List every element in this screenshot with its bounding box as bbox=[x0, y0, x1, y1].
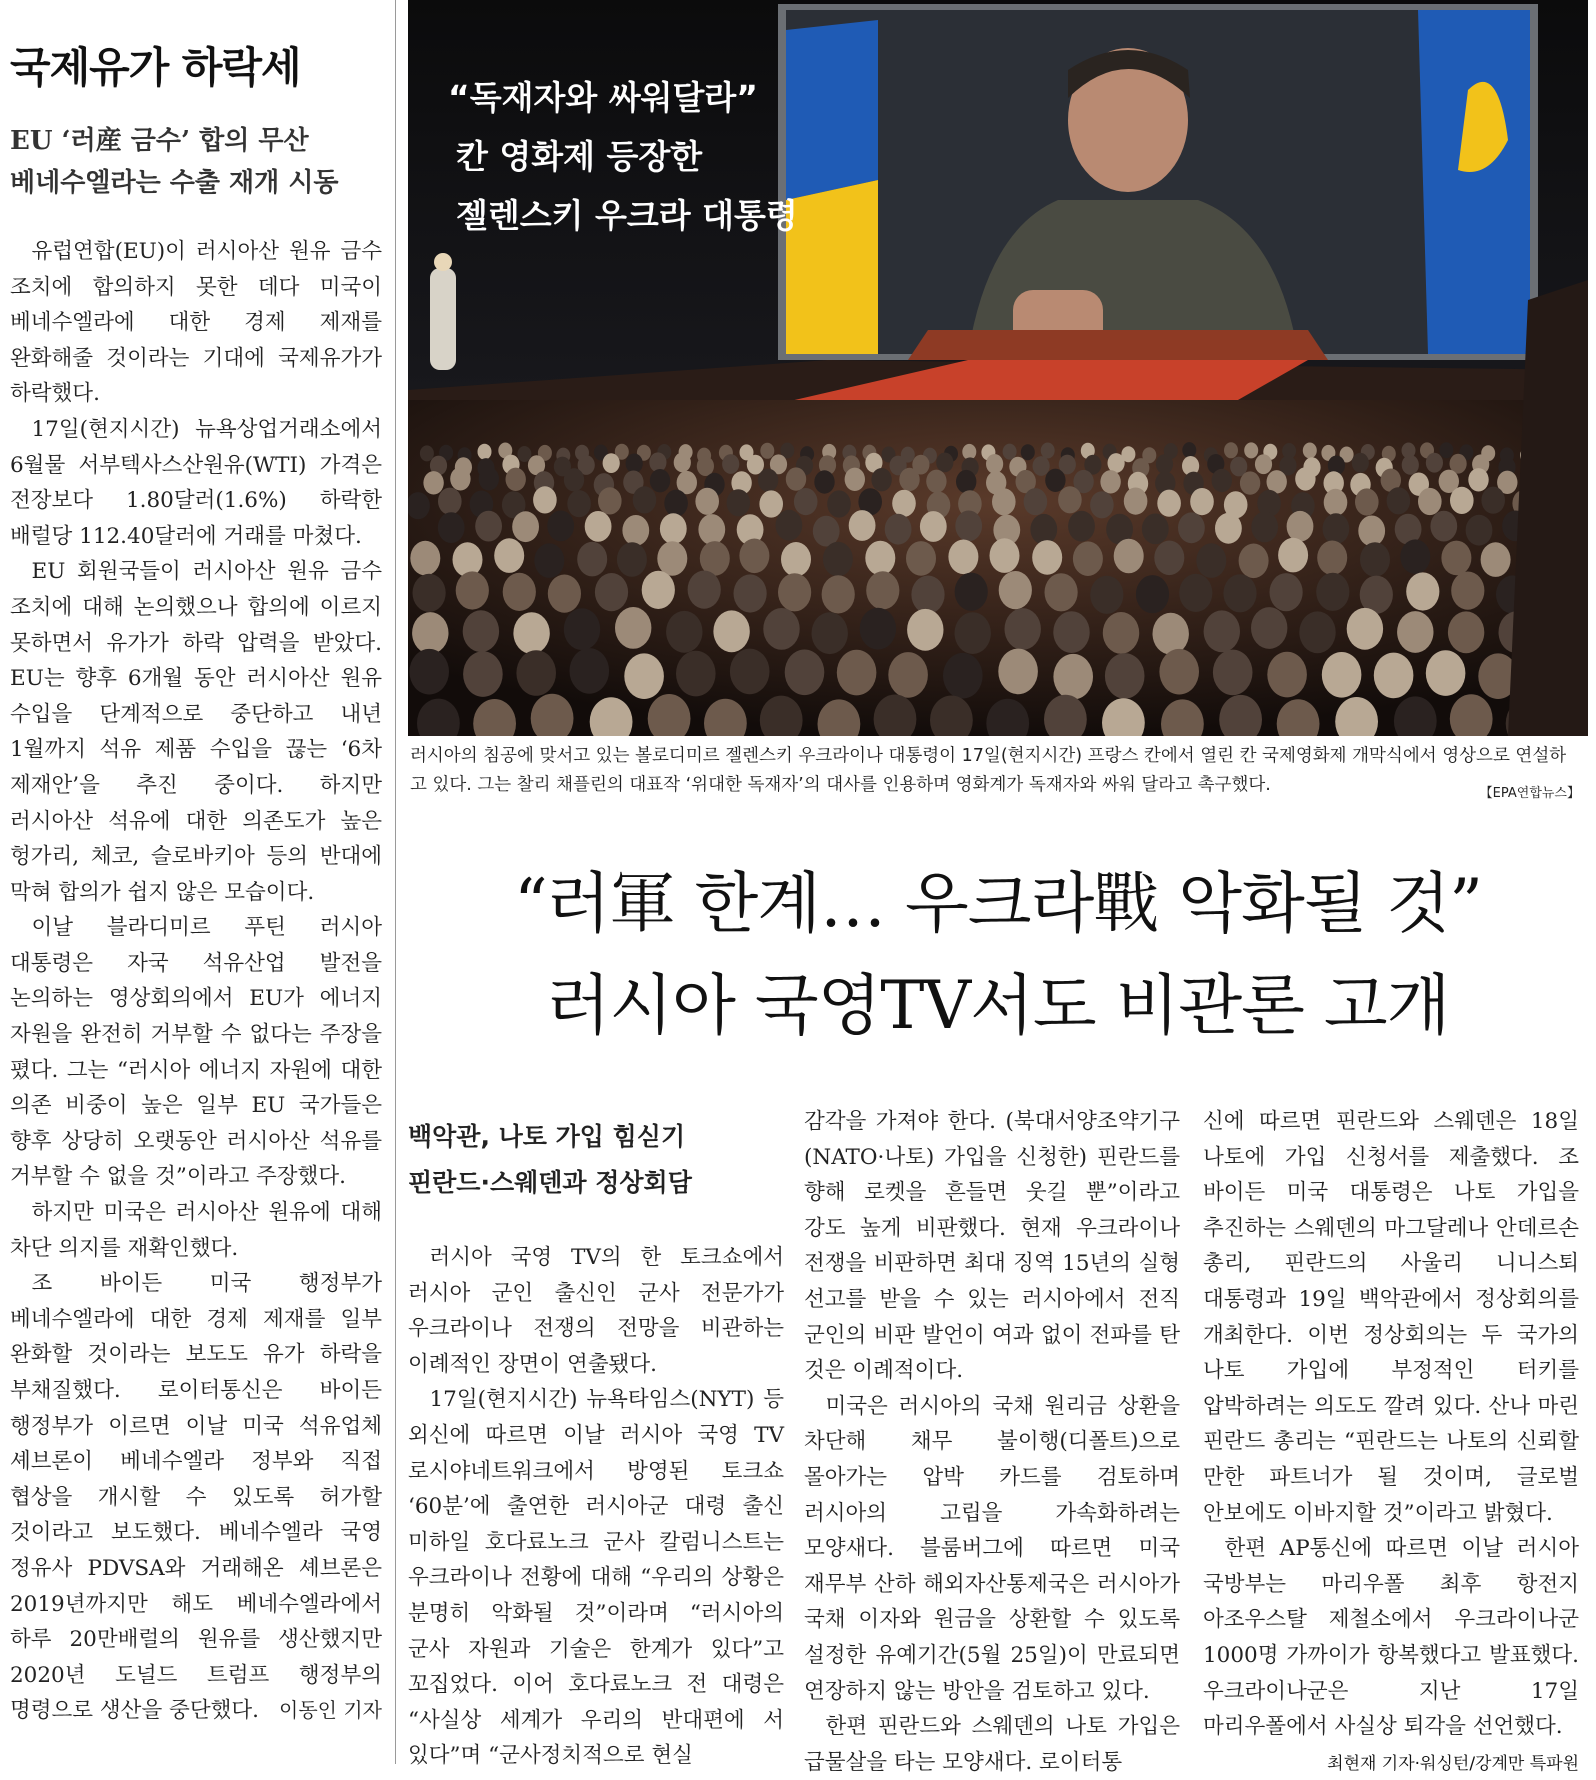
audience-head bbox=[813, 516, 840, 547]
audience-head bbox=[1466, 515, 1493, 546]
audience-head bbox=[1153, 613, 1189, 655]
main-column-2 bbox=[804, 1104, 1180, 1780]
audience-head bbox=[1142, 514, 1169, 545]
audience-head bbox=[1068, 511, 1095, 542]
audience-head bbox=[1316, 573, 1349, 611]
audience-head bbox=[1159, 649, 1199, 695]
audience-head bbox=[948, 540, 978, 575]
audience-head bbox=[598, 487, 622, 514]
audience-head bbox=[1287, 511, 1314, 542]
audience-head bbox=[1030, 514, 1057, 545]
photo-quote bbox=[448, 68, 798, 245]
audience-head bbox=[763, 608, 799, 650]
audience-head bbox=[778, 573, 811, 611]
audience-head bbox=[564, 468, 584, 491]
audience-head bbox=[827, 490, 851, 517]
audience-head bbox=[1355, 488, 1379, 515]
left-paragraph-6: 조 바이든 미국 행정부가 베네수엘라에 대한 경제 제재를 일부 완화할 것이라는 보도도 유가 하락을 부채질했다. 로이터통신은 바이든 행정부가 이르면 이날 미국 석유업체 셰브론이 베네수엘라 정부와 직접 협상을 개시할 수 있도록 허가할 것이라고 보도했다. 베네수엘라 국영 정유사 PDVSA와 거래해온 셰브론은 2019년까지만 해도 베네수엘라에서 하루 20만배럴의 원유를 생산했지만 2020년 도널드 트럼프 행정부의 명령으로 생산을 중단했다. bbox=[10, 1271, 382, 1724]
audience-head bbox=[1267, 652, 1307, 698]
audience-head bbox=[1430, 511, 1457, 542]
audience-head bbox=[413, 574, 446, 612]
audience-head bbox=[506, 468, 526, 491]
left-headline: 국제유가 하락세 bbox=[10, 43, 301, 92]
audience-head bbox=[1402, 455, 1419, 475]
audience-head bbox=[615, 607, 651, 649]
main-subhead-line-2: 핀란드·스웨덴과 정상회담 bbox=[408, 1168, 692, 1197]
photo-quote-line-3: 젤렌스키 우크라 대통령 bbox=[456, 196, 798, 235]
audience-head bbox=[814, 470, 834, 493]
audience-head bbox=[1387, 487, 1411, 514]
audience-head bbox=[759, 490, 783, 517]
main-byline: 최현재 기자·워싱턴/강계만 특파원 bbox=[1327, 1753, 1579, 1774]
audience-head bbox=[548, 575, 581, 613]
audience-head bbox=[849, 510, 876, 541]
audience-head bbox=[1154, 541, 1184, 576]
left-article bbox=[10, 42, 382, 1729]
audience-head bbox=[760, 443, 774, 459]
audience-head bbox=[412, 612, 448, 654]
video-screen bbox=[778, 4, 1538, 360]
audience-head bbox=[860, 608, 896, 650]
main-subheadline bbox=[408, 1114, 784, 1206]
audience-head bbox=[1244, 442, 1258, 458]
audience-head bbox=[727, 489, 751, 516]
audience-head bbox=[516, 650, 556, 696]
audience-head bbox=[1041, 443, 1055, 459]
audience-head bbox=[547, 511, 574, 542]
audience-head bbox=[1058, 486, 1082, 513]
left-paragraph-1: 유럽연합(EU)이 러시아산 원유 금수 조치에 합의하지 못한 데다 미국이 베네수엘라에 대한 경제 제재를 완화해줄 것이라는 기대에 국제유가가 하락했다. bbox=[10, 239, 382, 407]
audience-head bbox=[1400, 539, 1430, 574]
audience-head bbox=[1278, 538, 1308, 573]
audience-head bbox=[453, 542, 483, 577]
audience-head bbox=[676, 651, 716, 697]
caption-text: 러시아의 침공에 맞서고 있는 볼로디미르 젤렌스키 우크라이나 대통령이 17일(현지시간) 프랑스 칸에서 열린 칸 국제영화제 개막식에서 영상으로 연설하고 있다. 그는 찰리 채플린의 대표작 ‘위대한 독재자’의 대사를 인용하며 영화계가 독재자와 싸워 달라고 촉구했다. bbox=[410, 746, 1567, 795]
audience-head bbox=[999, 571, 1032, 609]
main-subhead-line-1: 백악관, 나토 가입 힘싣기 bbox=[408, 1122, 686, 1151]
audience-head bbox=[1045, 469, 1065, 492]
main-column-3 bbox=[1203, 1104, 1579, 1774]
audience-head bbox=[986, 454, 1003, 474]
audience-head bbox=[1270, 573, 1303, 611]
audience-head bbox=[1114, 539, 1144, 574]
audience-head bbox=[697, 456, 714, 476]
audience-head bbox=[936, 453, 953, 473]
audience-head bbox=[438, 488, 462, 515]
audience-head bbox=[1323, 513, 1350, 544]
speaker-figure bbox=[430, 268, 456, 370]
audience-head bbox=[955, 612, 991, 654]
audience-head bbox=[1157, 490, 1181, 517]
audience-head bbox=[1005, 608, 1041, 650]
audience-head bbox=[463, 651, 503, 697]
audience-head bbox=[622, 515, 649, 546]
audience-head bbox=[865, 541, 895, 576]
main-col3-paragraph-1: 신에 따르면 핀란드와 스웨덴은 18일 나토에 가입 신청서를 제출했다. 조 바이든 미국 대통령은 나토 가입을 추진하는 스웨덴의 마그달레나 안데르손 총리, 핀란드의 사울리 니니스퇴 대통령과 19일 백악관에서 정상회의를 개최한다. 이번 정상회의는 두 국가의 나토 가입에 부정적인 터키를 압박하려는 의도도 깔려 있다. 산나 마린 핀란드 총리는 “핀란드는 나토의 신뢰할 만한 파트너가 될 것이며, 글로벌 안보에도 이바지할 것”이라고 밝혔다. bbox=[1203, 1109, 1579, 1526]
audience-head bbox=[1240, 471, 1260, 494]
audience-head bbox=[1100, 470, 1120, 493]
audience-head bbox=[1021, 444, 1035, 460]
audience-head bbox=[955, 511, 982, 542]
main-column-3-body bbox=[1203, 1104, 1579, 1745]
audience-head bbox=[739, 539, 769, 574]
audience-head bbox=[906, 541, 936, 576]
audience-head bbox=[812, 612, 848, 654]
audience-head bbox=[730, 649, 770, 695]
audience-head bbox=[626, 454, 643, 474]
audience-head bbox=[1322, 652, 1362, 698]
left-byline: 이동인 기자 bbox=[271, 1693, 382, 1729]
main-col3-paragraph-2: 한편 AP통신에 따르면 이날 러시아 국방부는 마리우폴 최후 항전지 아조우스탈 제철소에서 우크라이나군 1000명 가까이가 항복했다고 발표했다. 우크라이나군은 지난 17일 마리우폴에서 사실상 퇴각을 선언했다. bbox=[1203, 1536, 1579, 1740]
audience-head bbox=[409, 649, 449, 695]
audience-head bbox=[695, 488, 719, 515]
audience-head bbox=[1105, 653, 1145, 699]
main-col1-paragraph-1: 러시아 국영 TV의 한 토크쇼에서 러시아 군인 출신인 군사 전문가가 우크라이나 전쟁의 전망을 비관하는 이례적인 장면이 연출됐다. bbox=[408, 1245, 784, 1377]
audience-head bbox=[1352, 453, 1369, 473]
audience-head bbox=[513, 612, 549, 654]
audience-head bbox=[1406, 572, 1439, 610]
audience-head bbox=[410, 541, 440, 576]
left-paragraph-5: 하지만 미국은 러시아산 원유에 대해 차단 의지를 재확인했다. bbox=[10, 1200, 382, 1261]
audience-head bbox=[1448, 611, 1484, 653]
audience-head bbox=[1397, 611, 1433, 653]
audience-head bbox=[1481, 487, 1505, 514]
audience-head bbox=[955, 573, 988, 611]
audience-head bbox=[794, 488, 818, 515]
audience-head bbox=[1450, 487, 1474, 514]
audience-head bbox=[595, 573, 628, 611]
audience-head bbox=[1299, 611, 1335, 653]
audience-head bbox=[926, 470, 946, 493]
audience-head bbox=[585, 511, 612, 542]
audience-head bbox=[776, 510, 803, 541]
audience-head bbox=[1178, 512, 1205, 543]
audience-head bbox=[564, 608, 600, 650]
audience-head bbox=[1451, 572, 1484, 610]
audience-head bbox=[420, 445, 434, 461]
audience-head bbox=[1481, 542, 1511, 577]
audience-head bbox=[1156, 454, 1173, 474]
photo-quote-line-2: 칸 영화제 등장한 bbox=[456, 137, 703, 176]
audience-head bbox=[664, 490, 688, 517]
audience-head bbox=[423, 471, 443, 494]
audience-head bbox=[512, 511, 539, 542]
main-column-2-body bbox=[804, 1104, 1180, 1780]
audience-head bbox=[888, 652, 928, 698]
audience-head bbox=[722, 454, 739, 474]
audience-head bbox=[478, 444, 492, 460]
audience-head bbox=[920, 511, 947, 542]
photo-quote-line-1: “독재자와 싸워달라” bbox=[448, 78, 758, 117]
main-headline-line-2: 러시아 국영TV서도 비관론 고개 bbox=[546, 967, 1450, 1044]
audience-head bbox=[1024, 488, 1048, 515]
audience-head bbox=[1239, 544, 1269, 579]
audience-head bbox=[899, 468, 919, 491]
audience-head bbox=[1053, 654, 1093, 700]
main-headline-line-1: “러軍 한계… 우크라戰 악화될 것” bbox=[514, 865, 1482, 942]
audience-head bbox=[450, 467, 470, 490]
audience-head bbox=[1179, 574, 1212, 612]
audience-head bbox=[479, 467, 499, 490]
audience-head bbox=[1032, 540, 1062, 575]
audience-head bbox=[567, 490, 591, 517]
audience-head bbox=[657, 541, 687, 576]
audience-head bbox=[633, 486, 657, 513]
audience-head bbox=[570, 648, 610, 694]
audience-head bbox=[438, 512, 465, 543]
audience-head bbox=[1374, 653, 1414, 699]
audience-head bbox=[1324, 489, 1348, 516]
audience-head bbox=[871, 468, 891, 491]
audience-head bbox=[907, 609, 943, 651]
main-column-1-body bbox=[408, 1240, 784, 1774]
photo-caption bbox=[410, 742, 1580, 808]
audience-head bbox=[713, 610, 749, 652]
audience-head bbox=[785, 650, 825, 696]
audience-head bbox=[1103, 612, 1139, 654]
left-subhead-line-2: 베네수엘라는 수출 재개 시동 bbox=[10, 168, 339, 198]
audience-head bbox=[1124, 488, 1148, 515]
audience-head bbox=[503, 573, 536, 611]
audience-head bbox=[1212, 469, 1232, 492]
main-col2-paragraph-2: 미국은 러시아의 국채 원리금 상환을 차단해 채무 불이행(디폴트)으로 몰아가는 압박 카드를 검토하며 러시아의 고립을 가속화하려는 모양새다. 블룸버그에 따르면 미국 재무부 산하 해외자산통제국은 러시아가 국채 이자와 원금을 상환할 수 있도록 설정한 유예기간(5월 25일)이 만료되면 연장하지 않는 방안을 검토하고 있다. bbox=[804, 1393, 1180, 1704]
audience-head bbox=[650, 469, 670, 492]
audience-head bbox=[734, 574, 767, 612]
audience-head bbox=[758, 469, 778, 492]
audience-head bbox=[943, 653, 983, 699]
left-paragraph-2: 17일(현지시간) 뉴욕상업거래소에서 6월물 서부텍사스산원유(WTI) 가격은 전장보다 1.80달러(1.6%) 하락한 배럴당 112.40달러에 거래를 마쳤다. bbox=[10, 416, 382, 549]
main-col1-paragraph-2: 17일(현지시간) 뉴욕타임스(NYT) 등 외신에 따르면 이날 러시아 국영 TV 로시야네트워크에서 방영된 토크쇼 ‘60분’에 출연한 러시아군 대령 출신 미하일 호다료노크 군사 칼럼니스트는 우크라이나 전황에 대해 “우리의 상황은 분명히 악화될 것”이라며 “러시아의 군사 자원과 기술은 한계가 있다”고 꼬집었다. 이어 호다료노크 전 대령은 “사실상 세계가 우리의 반대편에 서 있다”며 “군사정치적으로 현실 bbox=[408, 1387, 784, 1769]
audience-head bbox=[1360, 542, 1390, 577]
audience-head bbox=[475, 511, 502, 542]
audience-head bbox=[1213, 650, 1253, 696]
audience-head bbox=[1045, 573, 1078, 611]
audience-head bbox=[1468, 468, 1488, 491]
audience-head bbox=[1073, 541, 1103, 576]
audience-head bbox=[494, 538, 524, 573]
audience-head bbox=[1190, 488, 1214, 515]
audience-head bbox=[463, 610, 499, 652]
main-column-1 bbox=[408, 1104, 784, 1774]
audience-head bbox=[1317, 541, 1347, 576]
audience-head bbox=[786, 467, 806, 490]
photo-credit: 【EPA연합뉴스】 bbox=[1479, 786, 1580, 801]
audience-head bbox=[1223, 574, 1256, 612]
audience-head bbox=[674, 453, 691, 473]
audience-head bbox=[1224, 442, 1238, 458]
audience-head bbox=[1426, 453, 1443, 473]
audience-head bbox=[990, 538, 1020, 573]
audience-head bbox=[956, 470, 976, 493]
audience-head bbox=[885, 514, 912, 545]
news-photo bbox=[408, 0, 1588, 736]
audience-head bbox=[1033, 456, 1050, 476]
audience-head bbox=[1090, 491, 1114, 518]
audience-head bbox=[1204, 610, 1240, 652]
audience-head bbox=[837, 650, 877, 696]
audience-head bbox=[666, 611, 702, 653]
main-col2-paragraph-3: 한편 핀란드와 스웨덴의 나토 가입은 급물살을 타는 모양새다. 로이터통 bbox=[804, 1714, 1180, 1775]
audience-head bbox=[456, 571, 489, 609]
audience-head bbox=[992, 488, 1016, 515]
audience-head bbox=[1053, 611, 1089, 653]
audience-head bbox=[781, 542, 811, 577]
audience-head bbox=[1251, 607, 1287, 649]
audience-head bbox=[822, 575, 855, 613]
audience-head bbox=[517, 446, 531, 462]
audience-head bbox=[1108, 453, 1125, 473]
left-subhead-line-1: EU ‘러産 금수’ 합의 무산 bbox=[10, 126, 309, 156]
audience-head bbox=[534, 543, 564, 578]
left-subheadline bbox=[10, 120, 382, 204]
audience-head bbox=[624, 653, 664, 699]
audience-head bbox=[1196, 543, 1226, 578]
audience-head bbox=[660, 513, 687, 544]
audience-head bbox=[1215, 513, 1242, 544]
audience-head bbox=[1090, 576, 1123, 614]
audience-head bbox=[1347, 608, 1383, 650]
audience-head bbox=[1358, 516, 1385, 547]
audience-head bbox=[1295, 467, 1315, 490]
audience-head bbox=[1003, 444, 1017, 460]
audience-head bbox=[649, 452, 666, 472]
left-article-body bbox=[10, 234, 382, 1729]
audience-head bbox=[698, 514, 725, 545]
audience-head bbox=[892, 490, 916, 517]
audience-head bbox=[845, 468, 865, 491]
audience-head bbox=[603, 453, 620, 473]
audience-head bbox=[1303, 443, 1317, 459]
audience-head bbox=[1439, 442, 1453, 458]
audience-head bbox=[1182, 442, 1196, 458]
audience-head bbox=[1426, 650, 1466, 696]
audience-head bbox=[1255, 454, 1272, 474]
audience-head bbox=[911, 576, 944, 614]
audience-head bbox=[866, 571, 899, 609]
audience-head bbox=[577, 542, 607, 577]
audience-head bbox=[823, 542, 853, 577]
audience-head bbox=[998, 649, 1038, 695]
audience-head bbox=[1441, 541, 1471, 576]
audience-head bbox=[1136, 575, 1169, 613]
column-rule bbox=[395, 0, 396, 1764]
audience-head bbox=[688, 571, 721, 609]
left-paragraph-4: 이날 블라디미르 푸틴 러시아 대통령은 자국 석유산업 발전을 논의하는 영상회의에서 EU가 에너지 자원을 완전히 거부할 수 없다는 주장을 폈다. 그는 “러시아 에너지 자원에 대한 의존 비중이 높은 일부 EU 국가들은 향후 상당히 오랫동안 러시아산 석유를 거부할 수 없을 것”이라고 주장했다. bbox=[10, 915, 382, 1190]
left-paragraph-3: EU 회원국들이 러시아산 원유 금수 조치에 대해 논의했으나 합의에 이르지 못하면서 유가가 하락 압력을 받았다. EU는 향후 6개월 동안 러시아산 원유 수입을 단계적으로 중단하고 내년 1월까지 석유 제품 수입을 끊는 ‘6차 제재안’을 추진 중이다. 하지만 러시아산 석유에 대한 의존도가 높은 헝가리, 체코, 슬로바키아 등의 반대에 막혀 합의가 쉽지 않은 모습이다. bbox=[10, 559, 382, 905]
main-col2-paragraph-1: 감각을 가져야 한다. (북대서양조약기구(NATO·나토) 가입을 신청한) 핀란드를 향해 로켓을 흔들면 웃길 뿐”이라고 강도 높게 비판했다. 현재 우크라이나 전쟁을 비판하면 최대 징역 15년의 실형 선고를 받을 수 있는 러시아에서 전직 군인의 비판 발언이 여과 없이 전파를 탄 것은 이례적이다. bbox=[804, 1109, 1180, 1384]
audience-head bbox=[642, 571, 675, 609]
audience-head bbox=[1251, 512, 1278, 543]
audience-head bbox=[533, 486, 557, 513]
audience-head bbox=[1418, 488, 1442, 515]
audience-head bbox=[617, 542, 647, 577]
